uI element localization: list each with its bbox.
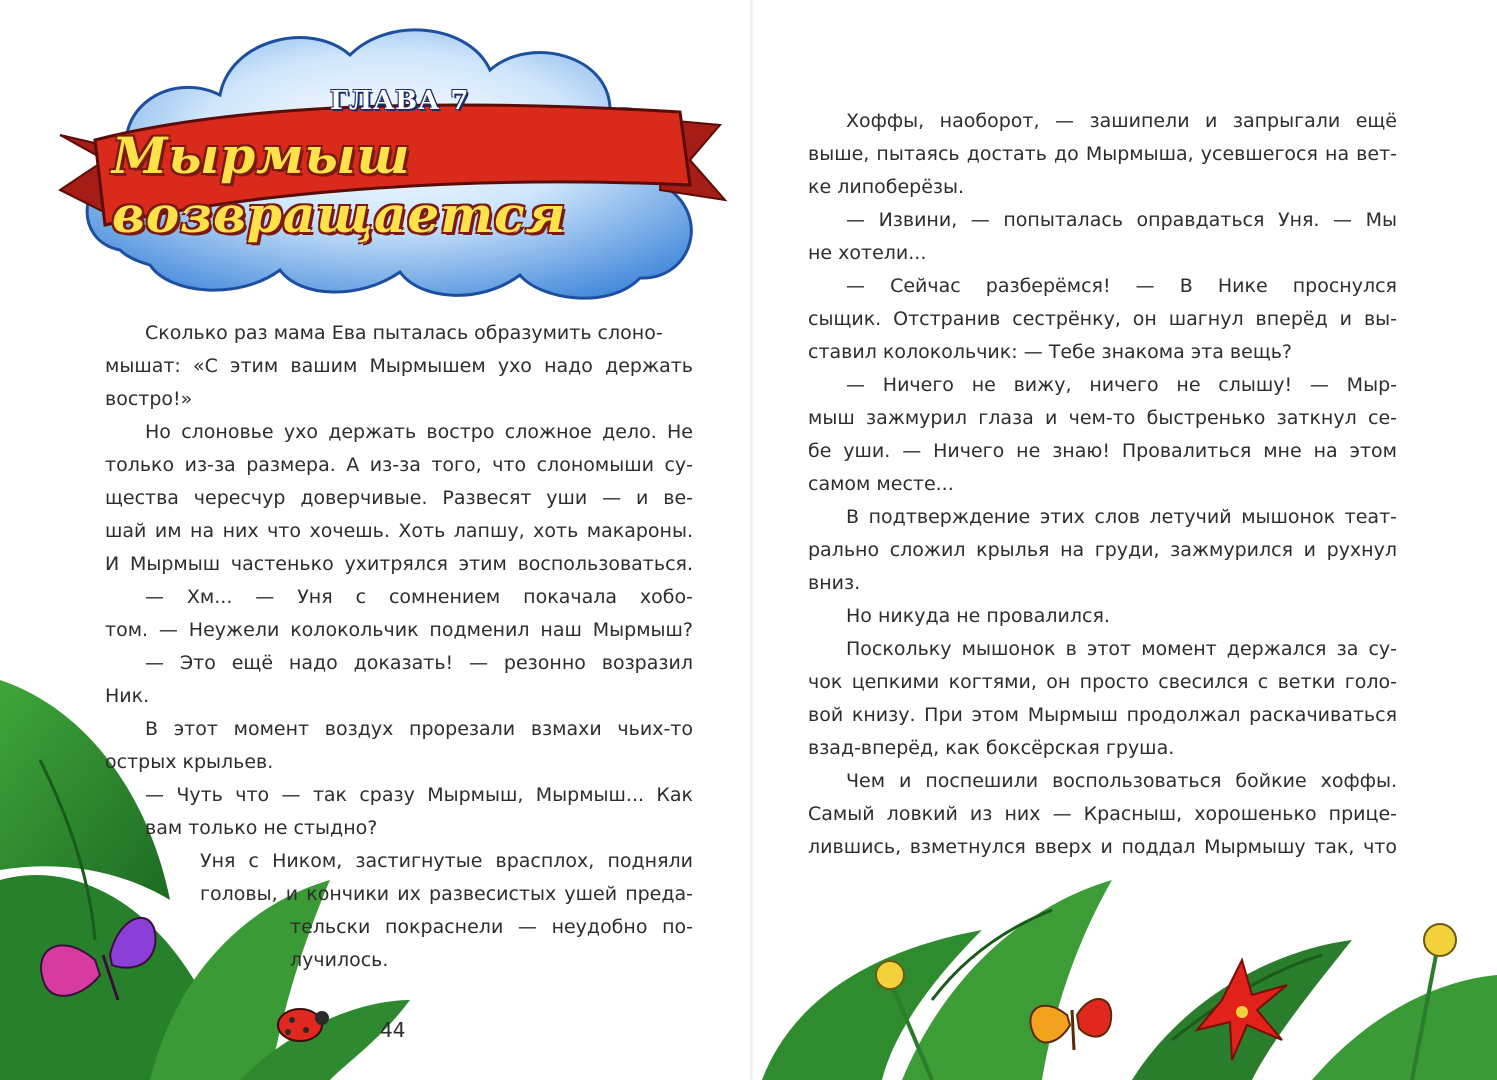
text-line: ке липоберёзы. [808,176,965,198]
text-line: Чем и поспешили воспользоваться бойкие хоффы. [846,770,1397,792]
text-line: сыщик. Отстранив сестрёнку, он шагнул вперёд и вы- [808,308,1397,330]
page-number: 44 [380,1018,406,1042]
text-line: головы, и кончики их развесистых ушей преда- [200,883,693,905]
text-line: Поскольку мышонок в этот момент держался за су- [846,638,1397,660]
text-line: только из-за размера. А из-за того, что слономыши су- [105,454,693,476]
text-line: Хоффы, наоборот, — зашипели и запрыгали ещё [846,110,1397,132]
text-line: Самый ловкий из них — Красныш, хорошенько прице- [808,803,1397,825]
text-line: Но никуда не провалился. [846,605,1110,627]
text-line: — Хм... — Уня с сомнением покачала хобо- [145,586,693,608]
text-line: И Мырмыш частенько ухитрялся этим воспользоваться. [105,553,693,575]
text-line: — Чуть что — так сразу Мырмыш, Мырмыш... Как [145,784,693,806]
text-line: лившись, взметнулся вверх и поддал Мырмышу так, что [808,836,1397,858]
chapter-label: ГЛАВА 7 [330,86,470,116]
text-line: — Извини, — попыталась оправдаться Уня. — Мы [846,209,1397,231]
text-line: чок цепкими когтями, он просто свесился с ветки голо- [808,671,1397,693]
text-line: — Сейчас разберёмся! — В Нике проснулся [846,275,1397,297]
text-line: лучилось. [290,949,389,971]
text-line: Но слоновье ухо держать востро сложное дело. Не [145,421,693,443]
right-page [752,0,1497,1080]
text-line: шай им на них что хочешь. Хоть лапшу, хоть макароны. [105,520,693,542]
text-line: том. — Неужели колокольчик подменил наш Мырмыш? [105,619,693,641]
text-line: тельски покраснели — неудобно по- [290,916,693,938]
text-line: мышат: «С этим вашим Мырмышем ухо надо держать [105,355,693,377]
text-line: В этот момент воздух прорезали взмахи чьих-то [145,718,693,740]
text-line: выше, пытаясь достать до Мырмыша, усевшегося на вет- [808,143,1397,165]
chapter-title: Мырмыш возвращается [112,126,567,244]
text-line: Ник. [105,685,150,707]
text-line: вой книзу. При этом Мырмыш продолжал раскачиваться [808,704,1397,726]
text-line: — Ничего не вижу, ничего не слышу! — Мыр- [846,374,1397,396]
text-line: Сколько раз мама Ева пыталась образумить слоно- [145,322,663,344]
text-line: вниз. [808,572,861,594]
text-line: вам только не стыдно? [145,817,378,839]
text-line: мыш зажмурил глаза и чем-то быстренько заткнул се- [808,407,1397,429]
text-line: Уня с Ником, застигнутые врасплох, подняли [200,850,693,872]
leaf-icon [762,880,1497,1080]
text-line: бе уши. — Ничего не знаю! Провалиться мне на этом [808,440,1397,462]
text-line: ставил колокольчик: — Тебе знакома эта вещь? [808,341,1292,363]
text-line: не хотели... [808,242,927,264]
text-line: В подтверждение этих слов летучий мышонок теат- [846,506,1397,528]
text-line: взад-вперёд, как боксёрская груша. [808,737,1175,759]
butterfly-icon [1030,999,1111,1050]
text-line: — Это ещё надо доказать! — резонно возразил [145,652,693,674]
text-line: рально сложил крылья на груди, зажмурился и рухнул [808,539,1397,561]
text-line: щества чересчур доверчивые. Развесят уши — и ве- [105,487,693,509]
text-line: самом месте... [808,473,954,495]
text-line: острых крыльев. [105,751,274,773]
text-line: востро!» [105,388,193,410]
